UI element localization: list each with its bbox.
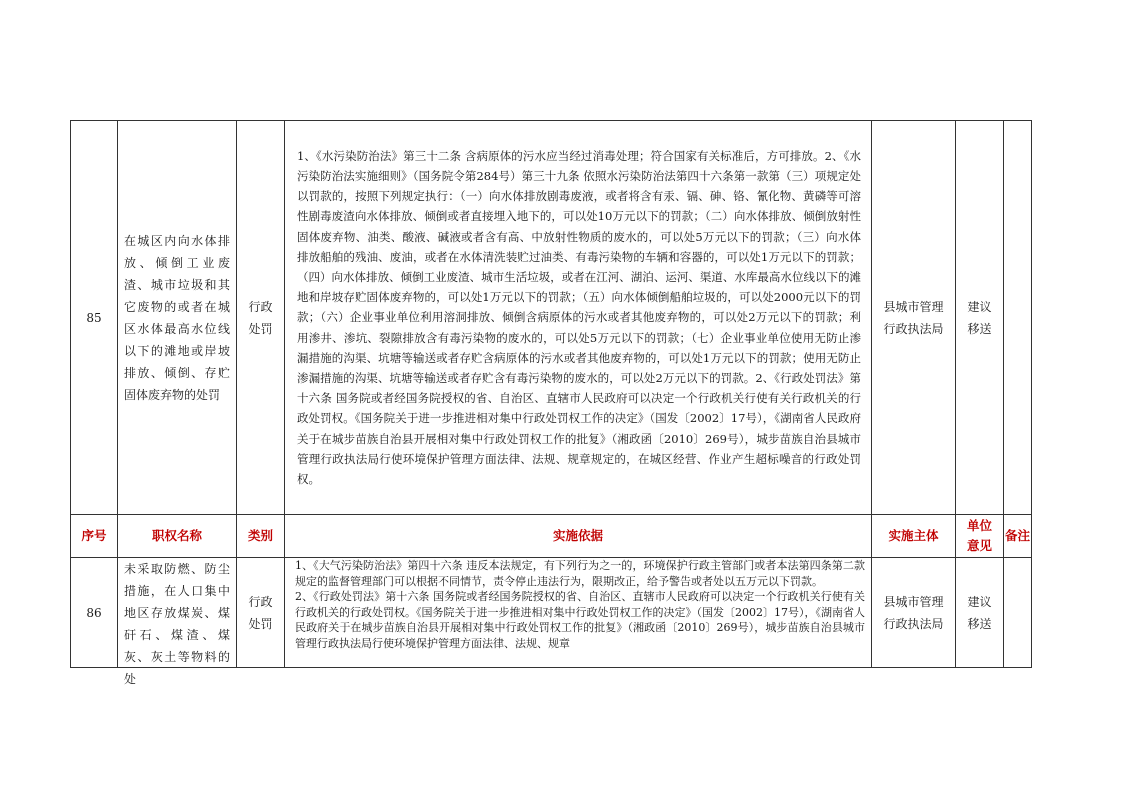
power-name: [118, 558, 237, 686]
basis-paragraph-2: 2、《行政处罚法》第十六条 国务院或者经国务院授权的省、自治区、直辖市人民政府可以决定一个行政机关行使有关行政机关的行政处罚权。《国务院关于进一步推进相对集中行政处罚权工作的决定》（国发〔2002〕17号），《湖南省人民政府关于在城步苗族自治县开展相对集中行政处罚权工作的批复》（湘政函〔2010〕269号），城步苗族自治县城市管理行政执法局行使环境保护管理方面法律、法规、规章: [295, 590, 865, 650]
category-line-1: 行政: [248, 594, 273, 609]
category: [237, 558, 285, 668]
unit-opinion: [956, 121, 1004, 515]
implementation-basis: 1、《水污染防治法》第三十二条 含病原体的污水应当经过消毒处理；符合国家有关标准后，方可排放。2、《水污染防治法实施细则》（国务院令第284号）第三十九条 依照水污染防治法第四十六条第一款第（三）项规定处以罚款的，按照下列规定执行：（一）向水体排放剧毒废液，或者将含有汞、镉、砷、铬、氰化物、黄磷等可溶性剧毒废渣向水体排放、倾倒或者直接埋入地下的，可以处10万元以下的罚款；（二）向水体排放、倾倒放射性固体废弃物、油类、酸液、碱液或者含有高、中放射性物质的废水的，可以处5万元以下的罚款；（三）向水体排放船舶的残油、废油，或者在水体清洗装贮过油类、有毒污染物的车辆和容器的，可以处1万元以下的罚款；（四）向水体排放、倾倒工业废渣、城市生活垃圾，或者在江河、湖泊、运河、渠道、水库最高水位线以下的滩地和岸坡存贮固体废弃物的，可以处1万元以下的罚款；（五）向水体倾倒船舶垃圾的，可以处2000元以下的罚款；（六）企业事业单位利用溶洞排放、倾倒含病原体的污水或者其他废弃物的，可以处2万元以下的罚款；利用渗井、渗坑、裂隙排放含有毒污染物的废水的，可以处5万元以下的罚款；（七）企业事业单位使用无防止渗漏措施的沟渠、坑塘等输送或者存贮含病原体的污水或者其他废弃物的，可以处1万元以下的罚款；使用无防止渗漏措施的沟渠、坑塘等输送或者存贮含有毒污染物的废水的，可以处2万元以下的罚款。2、《行政处罚法》第十六条 国务院或者经国务院授权的省、自治区、直辖市人民政府可以决定一个行政机关行使有关行政机关的行政处罚权。《国务院关于进一步推进相对集中行政处罚权工作的决定》（国发〔2002〕17号），《湖南省人民政府关于在城步苗族自治县开展相对集中行政处罚权工作的批复》（湘政函〔2010〕269号），城步苗族自治县城市管理行政执法局行使环境保护管理方面法律、法规、规章规定的，在城区经营、作业产生超标噪音的行政处罚权。: [285, 121, 872, 515]
unit-opinion-line-1: 建议: [967, 299, 992, 314]
unit-opinion-line-2: 移送: [967, 321, 992, 336]
powers-table: [70, 120, 1032, 686]
remark: [1004, 121, 1032, 515]
header-unit-opinion-line-2: 意见: [966, 538, 992, 553]
unit-opinion: [956, 558, 1004, 668]
header-unit-opinion: [956, 515, 1004, 558]
category-line-2: 处罚: [248, 616, 273, 631]
implementation-basis-text: [295, 558, 865, 667]
implementing-body-line-2: 行政执法局: [883, 616, 944, 631]
category-line-2: 处罚: [248, 321, 273, 336]
table-row: [71, 558, 1032, 668]
category: [237, 121, 285, 515]
category-line-1: 行政: [248, 299, 273, 314]
header-basis: 实施依据: [285, 515, 872, 558]
implementing-body-line-2: 行政执法局: [883, 321, 944, 336]
header-implementing-body: 实施主体: [872, 515, 956, 558]
implementing-body: [872, 558, 956, 668]
header-remark: 备注: [1004, 515, 1032, 558]
implementing-body-line-1: 县城市管理: [883, 594, 944, 609]
power-name: 在城区内向水体排放、倾倒工业废渣、城市垃圾和其它废物的或者在城区水体最高水位线以下的滩地或岸坡排放、倾倒、存贮固体废弃物的处罚: [118, 121, 237, 515]
implementing-body: [872, 121, 956, 515]
header-number: 序号: [71, 515, 118, 558]
row-number: 85: [71, 121, 118, 515]
implementing-body-line-1: 县城市管理: [883, 299, 944, 314]
unit-opinion-line-2: 移送: [967, 616, 992, 631]
unit-opinion-line-1: 建议: [967, 594, 992, 609]
basis-paragraph-1: 1、《大气污染防治法》第四十六条 违反本法规定，有下列行为之一的，环境保护行政主管部门或者本法第四条第二款规定的监督管理部门可以根据不同情节，责令停止违法行为，限期改正，给予警告或者处以五万元以下罚款。: [295, 559, 865, 588]
remark: [1004, 558, 1032, 668]
header-unit-opinion-line-1: 单位: [966, 518, 992, 533]
implementation-basis: [285, 558, 872, 668]
table-header-row: [71, 515, 1032, 558]
header-category: 类别: [237, 515, 285, 558]
power-name-text: 未采取防燃、防尘措施，在人口集中地区存放煤炭、煤矸石、煤渣、煤灰、灰土等物料的处: [124, 562, 230, 686]
header-power-name: 职权名称: [118, 515, 237, 558]
table-row: [71, 121, 1032, 515]
row-number: 86: [71, 558, 118, 668]
